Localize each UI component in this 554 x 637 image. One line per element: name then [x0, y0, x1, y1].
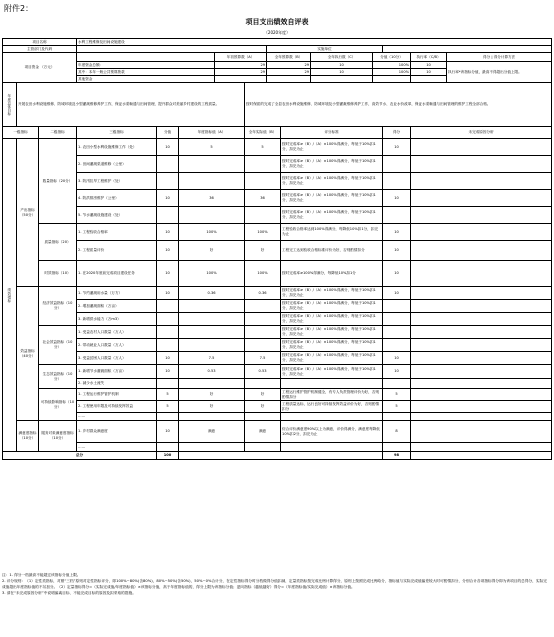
b-15	[245, 379, 281, 389]
reason-6	[411, 241, 552, 261]
output-label: 产出指标（50分）	[17, 139, 39, 287]
a-6: 好	[179, 241, 245, 261]
col-score: 得分	[482, 54, 491, 59]
s-0: 10	[383, 139, 411, 156]
s-7: 10	[383, 261, 411, 287]
s-12	[383, 339, 411, 352]
w-11	[157, 326, 179, 339]
perf-h1: 一级指标	[3, 127, 39, 139]
s-4	[383, 207, 411, 224]
t3-13: 3. 受益贫困人口数量（万人）	[77, 352, 157, 365]
reason-11	[411, 326, 552, 339]
dept-label: 主管部门及代码	[3, 46, 77, 53]
cur-score: 10	[411, 69, 447, 76]
other-score	[411, 76, 447, 83]
reason-10	[411, 313, 552, 326]
w-18	[157, 413, 179, 421]
a-17: 好	[179, 401, 245, 413]
rule-14: 按时完成率≥（B）/（A）×100%得满分，每低于10%扣1分，扣完为止	[281, 365, 383, 379]
rule-15	[281, 379, 383, 389]
b-18	[245, 413, 281, 421]
rule-5: 工程验收合格率达到100%得满分，每降低10%扣1分，扣完为止	[281, 224, 383, 241]
col-calc: 得分 | 得分计算方法	[447, 53, 552, 62]
t3-8: 1. 节约灌溉用水量（万方）	[77, 287, 157, 300]
a-14: 0.53	[179, 365, 245, 379]
s-1	[383, 156, 411, 173]
report-year: （2020年度）	[263, 30, 291, 35]
t3-0: 1. 农田小型水利设施维修工作（处）	[77, 139, 157, 156]
b-0: 5	[245, 139, 281, 156]
other-c	[311, 76, 373, 83]
reason-15	[411, 379, 552, 389]
reason-8	[411, 287, 552, 300]
w-4	[157, 207, 179, 224]
perf-label-cell	[3, 139, 17, 452]
col-score-weight: 分值（10分）	[373, 53, 411, 62]
a-0: 5	[179, 139, 245, 156]
col-full-year: 全年预算数（B）	[267, 53, 311, 62]
b-17: 好	[245, 401, 281, 413]
w-1	[157, 156, 179, 173]
cur-rate: 100%	[373, 69, 411, 76]
a-3: 36	[179, 190, 245, 207]
t3-10: 3. 新增供水能力（万m3）	[77, 313, 157, 326]
b-9	[245, 300, 281, 313]
rule-0: 按时完成率≥（B）/（A）×100%得满分，每低于10%扣1分，扣完为止	[281, 139, 383, 156]
calc-method: 执行率*该指标分值，最高不得超出分值上限。	[447, 62, 552, 83]
w-19: 10	[157, 421, 179, 443]
b-11	[245, 326, 281, 339]
funds-label: 项目资金 （万元）	[3, 53, 77, 83]
total-weight: 100	[157, 452, 179, 460]
cur-c: 10	[311, 69, 373, 76]
total-label: 总分	[3, 452, 157, 460]
b-12	[245, 339, 281, 352]
s-5: 10	[383, 224, 411, 241]
s-15	[383, 379, 411, 389]
b-5: 100%	[245, 224, 281, 241]
total-blank	[179, 452, 383, 460]
t3-6: 2. 工程质量评价	[77, 241, 157, 261]
total-score-final: 98	[383, 452, 411, 460]
rule-17: 工程质量达标，运行良好可持续发挥效益评价为好，否则酌情扣分	[281, 401, 383, 413]
a-9	[179, 300, 245, 313]
reason-14	[411, 365, 552, 379]
a-5: 100%	[179, 224, 245, 241]
t3-17: 2. 工程使用年限及可持续发挥效益	[77, 401, 157, 413]
perf-h5: 年度指标值（A）	[179, 127, 245, 139]
t3-3: 4. 防洪排涝维护（公里）	[77, 190, 157, 207]
w-13: 10	[157, 352, 179, 365]
perf-h3: 三级指标	[77, 127, 157, 139]
t3-2: 3. 防汛抗旱工程维护（处）	[77, 173, 157, 190]
rule-13: 按时完成率≥（B）/（A）×100%得满分，每低于10%扣1分，扣完为止	[281, 352, 383, 365]
note-1: 注：1. 得分一档最高不能超过该指标分值上限。	[2, 573, 81, 577]
t3-9: 2. 增加灌溉面积（万亩）	[77, 300, 157, 313]
row-total-label: 年度资金总额：	[77, 62, 215, 69]
a-1	[179, 156, 245, 173]
rule-11: 按时完成率≥（B）/（A）×100%得满分，每低于10%扣1分，扣完为止	[281, 326, 383, 339]
goal-label: 年度总体目标	[7, 93, 12, 116]
total-rate: 100%	[373, 62, 411, 69]
w-16: 5	[157, 389, 179, 401]
reason-18	[411, 413, 552, 421]
rule-16: 工程运行维护管护机制健全，有专人负责管理评价为好，否则酌情扣分	[281, 389, 383, 401]
s-6: 10	[383, 241, 411, 261]
a-19: 满意	[179, 421, 245, 443]
cur-a: 29	[215, 69, 267, 76]
w-5: 10	[157, 224, 179, 241]
page-title: 项目支出绩效自评表	[245, 18, 309, 26]
col-calc-method: 得分计算方法	[493, 54, 516, 59]
total-a: 29	[215, 62, 267, 69]
w-0: 10	[157, 139, 179, 156]
project-name-label: 项目名称	[3, 39, 77, 46]
s-2	[383, 173, 411, 190]
a-18	[179, 413, 245, 421]
note-2: 2. 评分规则：（1）定性类指标，对照“三档”原则对定性指标评分，即100%~80%(含80%)，80%~50%(含50%)，50%~0%合计分，在定性指标得分时分档做得分值扣减，定量类指标按完成比例计算得分，原则上按照完成比例给分，指标值与实际完成值偏差较大时可酌情扣分，分别合计各项指标得分即为该项目的总得分，实际完成值超出年度指标值的不另加分。（2）定量指标得分=（实际完成值/年度指标值）×该指标分值，高于年度指标值的，得分上限为该指标分值；逆向指标（越低越好）得分=（年度指标值/实际完成值）×该指标分值。	[2, 579, 547, 589]
reason-16	[411, 389, 552, 401]
reason-4	[411, 207, 552, 224]
w-8: 10	[157, 287, 179, 300]
evaluation-table	[2, 38, 552, 460]
a-4	[179, 207, 245, 224]
perf-h7: 评分标准	[281, 127, 383, 139]
reason-5	[411, 224, 552, 241]
attachment-label: 附件2：	[4, 4, 34, 13]
reason-20	[411, 443, 552, 452]
b-16: 好	[245, 389, 281, 401]
rule-4: 按时完成率≥（B）/（A）×100%得满分，每低于10%扣1分，扣完为止	[281, 207, 383, 224]
rule-8: 按时完成率≥（B）/（A）×100%得满分，每低于10%扣1分，扣完为止	[281, 287, 383, 300]
a-2	[179, 173, 245, 190]
t3-18: ……	[77, 413, 157, 421]
notes	[2, 572, 550, 596]
b-10	[245, 313, 281, 326]
b-3: 36	[245, 190, 281, 207]
w-6: 10	[157, 241, 179, 261]
other-rate	[373, 76, 411, 83]
b-14: 0.53	[245, 365, 281, 379]
perf-h4: 分值	[157, 127, 179, 139]
rule-12: 按时完成率≥（B）/（A）×100%得满分，每低于10%扣1分，扣完为止	[281, 339, 383, 352]
w-17: 5	[157, 401, 179, 413]
col-budget: 年初预算数（A）	[215, 53, 267, 62]
w-9	[157, 300, 179, 313]
impl-unit-value	[383, 46, 552, 53]
reason-19	[411, 421, 552, 443]
row-other-label: 其他资金	[77, 76, 215, 83]
eco-label: 生态效益指标（10分）	[39, 365, 77, 389]
t3-16: 1. 工程运行维护管护机制	[77, 389, 157, 401]
other-b	[267, 76, 311, 83]
b-6: 好	[245, 241, 281, 261]
a-16: 好	[179, 389, 245, 401]
rule-19: 综合评价满意度90%以上为满意，评价得满分，满意度每降低10%扣2分，扣完为止	[281, 421, 383, 443]
w-15	[157, 379, 179, 389]
a-12	[179, 339, 245, 352]
row-current-label: 其中：本年一般公共预算拨款	[77, 69, 215, 76]
t3-11: 1. 受益农村人口数量（万人）	[77, 326, 157, 339]
funds-col-blank	[77, 53, 215, 62]
w-2	[157, 173, 179, 190]
other-a	[215, 76, 267, 83]
reason-9	[411, 300, 552, 313]
goal-label-cell	[3, 83, 17, 127]
b-2	[245, 173, 281, 190]
b-19: 满意	[245, 421, 281, 443]
s-11	[383, 326, 411, 339]
t3-15: 2. 减少水土流失	[77, 379, 157, 389]
b-20	[245, 443, 281, 452]
reason-2	[411, 173, 552, 190]
econ-label: 经济效益指标（10分）	[39, 287, 77, 326]
rule-1: 按时完成率≥（B）/（A）×100%得满分，每低于10%扣1分，扣完为止	[281, 156, 383, 173]
reason-12	[411, 339, 552, 352]
b-1	[245, 156, 281, 173]
qty-label: 数量指标（20分）	[39, 139, 77, 224]
s-13: 10	[383, 352, 411, 365]
impl-unit-label: 实施单位	[267, 46, 383, 53]
b-13: 7.5	[245, 352, 281, 365]
perf-h8: 得分	[383, 127, 411, 139]
s-3: 10	[383, 190, 411, 207]
perf-h6: 全年实际值（B）	[245, 127, 281, 139]
a-10	[179, 313, 245, 326]
reason-3	[411, 190, 552, 207]
time-label: 时效指标（10）	[39, 261, 77, 287]
t3-20: ……	[77, 443, 157, 452]
sustain-label: 可持续影响指标（10分）	[39, 389, 77, 421]
t3-5: 1. 工程验收合格率	[77, 224, 157, 241]
s-9	[383, 300, 411, 313]
s-17: 5	[383, 401, 411, 413]
a-15	[179, 379, 245, 389]
t3-4: 5. 节水灌溉设施建设（处）	[77, 207, 157, 224]
w-14: 10	[157, 365, 179, 379]
goal-actual: 按时保质的完成了全县农田水利设施维修、防城环境及小型灌溉维修养护工作，高效节水、农业水价改革，保证水渠畅通与田间管理的维护工程全部合格。	[245, 83, 552, 127]
total-b: 29	[267, 62, 311, 69]
total-c: 10	[311, 62, 373, 69]
s-20	[383, 443, 411, 452]
b-4	[245, 207, 281, 224]
reason-0	[411, 139, 552, 156]
satisfy-label: 满意度指标（10分）	[17, 421, 39, 452]
rule-2: 按时完成率≥（B）/（A）×100%得满分，每低于10%扣1分，扣完为止	[281, 173, 383, 190]
effect-label: 效益指标（40分）	[17, 287, 39, 421]
rule-9: 按时完成率≥（B）/（A）×100%得满分，每低于10%扣1分，扣完为止	[281, 300, 383, 313]
t3-7: 1. 在2020年底前完成项目建设任务	[77, 261, 157, 287]
t3-19: 1. 乡村群众满意度	[77, 421, 157, 443]
rule-7: 按时完成率≥100%得满分，每降低10%扣1分	[281, 261, 383, 287]
s-10	[383, 313, 411, 326]
t3-1: 2. 田间灌溉渠道维修（公里）	[77, 156, 157, 173]
s-14: 10	[383, 365, 411, 379]
rule-18	[281, 413, 383, 421]
b-7: 100%	[245, 261, 281, 287]
rule-10: 按时完成率≥（B）/（A）×100%得满分，每低于10%扣1分，扣完为止	[281, 313, 383, 326]
a-13: 7.5	[179, 352, 245, 365]
rule-3: 按时完成率≥（B）/（A）×100%得满分，每低于10%扣1分，扣完为止	[281, 190, 383, 207]
col-exec: 全年执行数（C）	[311, 53, 373, 62]
note-3: 3. 请在“未完成原因分析”中说明偏离目标、不能完成目标的原因及拟采取的措施。	[2, 591, 136, 595]
s-18	[383, 413, 411, 421]
total-score: 10	[411, 62, 447, 69]
s-16: 5	[383, 389, 411, 401]
dept-value	[77, 46, 267, 53]
perf-label: 绩效指标	[7, 287, 12, 303]
w-3: 10	[157, 190, 179, 207]
s-8: 10	[383, 287, 411, 300]
a-11	[179, 326, 245, 339]
reason-7	[411, 261, 552, 287]
rule-20	[281, 443, 383, 452]
s-19: 8	[383, 421, 411, 443]
a-7: 100%	[179, 261, 245, 287]
reason-13	[411, 352, 552, 365]
a-20	[179, 443, 245, 452]
col-rate: 执行率（C/B）	[411, 53, 447, 62]
reason-17	[411, 401, 552, 413]
rule-6: 工程完工达到验收合格标准评价为好，否则酌情扣分	[281, 241, 383, 261]
cur-b: 29	[267, 69, 311, 76]
social-label: 社会效益指标（10分）	[39, 326, 77, 365]
serve-label: 服务对象满意度指标（10分）	[39, 421, 77, 452]
goal-expected: 开展农田水利设施维修、防城环境及小型灌溉维修养护工作，保证水渠畅通与田间管理，提升群众对美丽乡村建设的工程质量。	[17, 83, 245, 127]
w-10	[157, 313, 179, 326]
a-8: 0.36	[179, 287, 245, 300]
project-name: 水利工程维修及田间设施建设	[77, 39, 552, 46]
w-12	[157, 339, 179, 352]
w-20	[157, 443, 179, 452]
reason-1	[411, 156, 552, 173]
w-7: 10	[157, 261, 179, 287]
t3-12: 2. 带动就业人口数量（万人）	[77, 339, 157, 352]
perf-h9: 未完成原因分析	[411, 127, 552, 139]
b-8: 0.36	[245, 287, 281, 300]
total-reason	[411, 452, 552, 460]
quality-label: 质量指标（20）	[39, 224, 77, 261]
perf-h2: 二级指标	[39, 127, 77, 139]
t3-14: 1. 新增节水灌溉面积（万亩）	[77, 365, 157, 379]
